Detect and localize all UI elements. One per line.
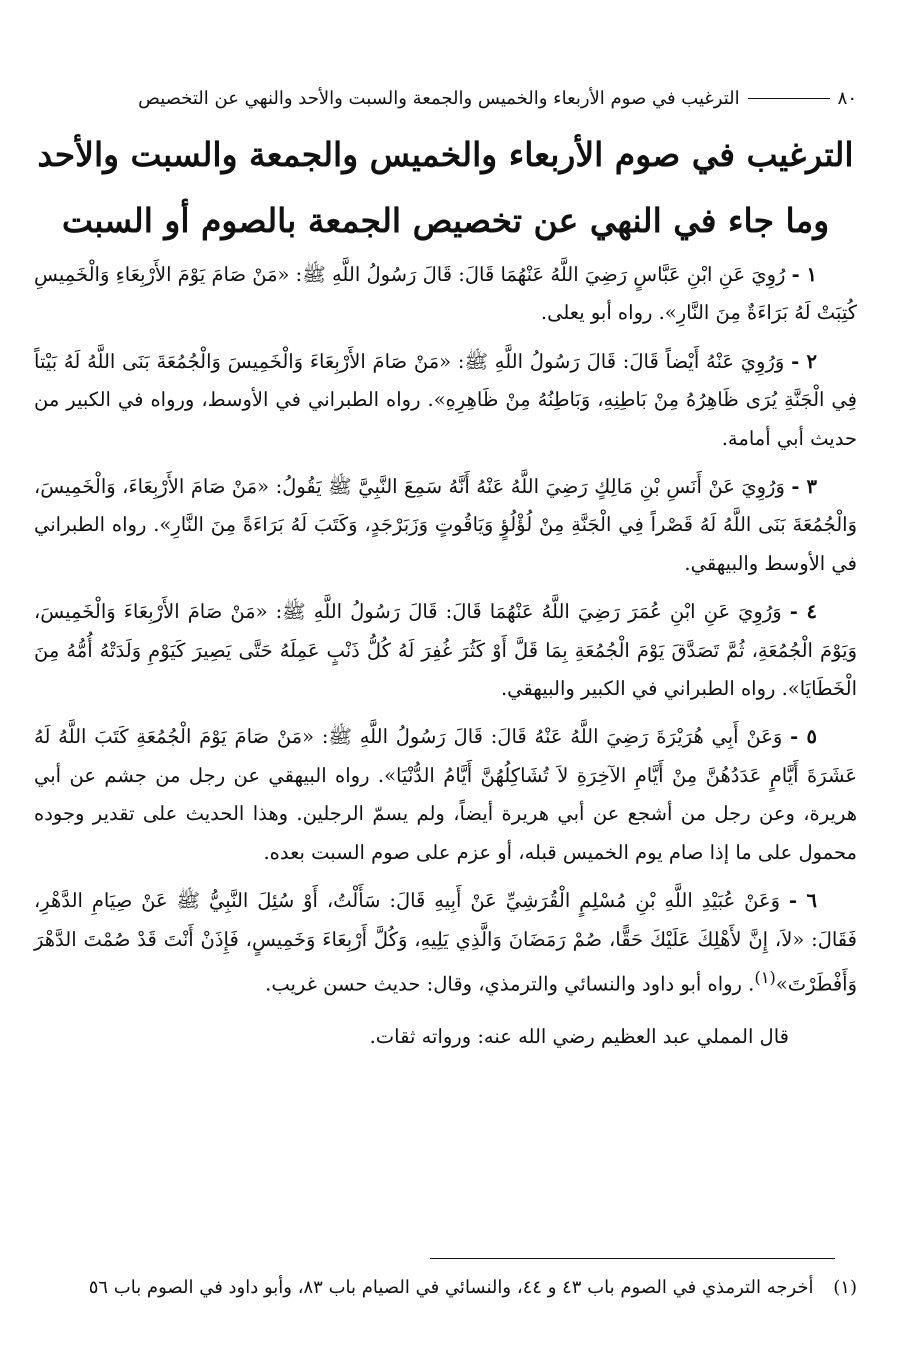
footnote-marker[interactable]: (١) [754,967,776,987]
running-header [34,84,857,112]
hadith-6 [34,882,857,1004]
chapter-title-line-1: الترغيب في صوم الأربعاء والخميس والجمعة والسبت والأحد [37,135,854,174]
hadith-text-continued: . رواه أبو داود والنسائي والترمذي، وقال: حديث حسن غريب. [265,972,755,996]
footnote-text: أخرجه الترمذي في الصوم باب ٤٣ و ٤٤، والنسائي في الصيام باب ٨٣، وأبو داود في الصوم باب ٥٦ [88,1277,814,1298]
running-title: الترغيب في صوم الأربعاء والخميس والجمعة والسبت والأحد والنهي عن التخصيص [138,87,740,109]
hadith-text: وَرُوِيَ عَنِ ابْنِ عُمَرَ رَضِيَ اللَّهُ عَنْهُمَا قَالَ: قَالَ رَسُولُ اللَّهِ ﷺ: «مَنْ صَامَ الأَرْبِعَاءَ وَالْخَمِيسَ، وَيَوْمَ الْجُمُعَةِ، ثُمَّ تَصَدَّقَ يَوْمَ الْجُمُعَةِ بِمَا قَلَّ أَوْ كَثُرَ غُفِرَ لَهُ كُلُّ ذَنْبٍ عَمِلَهُ حَتَّى يَصِيرَ كَيَوْمِ وَلَدَتْهُ أُمُّهُ مِنَ الْخَطَايَا». رواه الطبراني في الكبير والبيهقي. [34,600,857,701]
hadith-number: ٦ - [788,889,817,913]
hadith-3 [34,468,857,583]
closing-remark: قال المملي عبد العظيم رضي الله عنه: ورواته ثقات. [369,1024,789,1048]
hadith-number: ٢ - [791,349,818,373]
chapter-title-line-2: وما جاء في النهي عن تخصيص الجمعة بالصوم أو السبت [61,201,830,240]
hadith-number: ٤ - [789,600,817,624]
hadith-2 [34,343,857,458]
body-text [34,256,857,1056]
hadith-number: ١ - [791,263,817,286]
header-rule [748,98,830,99]
hadith-text: وَعَنْ عُبَيْدِ اللَّهِ بْنِ مُسْلِمٍ الْقُرَشِيِّ عَنْ أَبِيهِ قَالَ: سَأَلْتُ، أَوْ سُئِلَ النَّبِيُّ ﷺ عَنْ صِيَامِ الدَّهْرِ، فَقَالَ: «لاَ، إِنَّ لأَهْلِكَ عَلَيْكَ حَقًّا، صُمْ رَمَضَانَ وَالَّذِي يَلِيهِ، وَكُلَّ أَرْبِعَاءَ وَخَمِيسٍ، فَإِذَنْ أَنْتَ قَدْ صُمْتَ الدَّهْرَ وَأَفْطَرْتَ» [34,889,857,996]
hadith-4 [34,593,857,708]
hadith-number: ٣ - [791,475,817,499]
hadith-5 [34,718,857,872]
hadith-number: ٥ - [790,725,818,749]
hadith-text: رُوِيَ عَنِ ابْنِ عَبَّاسٍ رَضِيَ اللَّهُ عَنْهُمَا قَالَ: قَالَ رَسُولُ اللَّهِ ﷺ: «مَنْ صَامَ يَوْمَ الأَرْبِعَاءِ وَالْخَمِيسِ كُتِبَتْ لَهُ بَرَاءَةٌ مِنَ النَّارِ». رواه أبو يعلى. [34,263,857,325]
page-number: ٨٠ [837,87,857,109]
hadith-text: وَرُوِيَ عَنْ أَنَسِ بْنِ مَالِكٍ رَضِيَ اللَّهُ عَنْهُ أَنَّهُ سَمِعَ النَّبِيَّ ﷺ يَقُولُ: «مَنْ صَامَ الأَرْبِعَاءَ، وَالْخَمِيسَ، وَالْجُمُعَةَ بَنَى اللَّهُ لَهُ قَصْراً فِي الْجَنَّةِ مِنْ لُؤْلُؤٍ وَيَاقُوتٍ وَزَبَرْجَدٍ، وَكَتَبَ لَهُ بَرَاءَةً مِنَ النَّارِ». رواه الطبراني في الأوسط والبيهقي. [34,475,857,575]
hadith-text: وَرُوِيَ عَنْهُ أَيْضاً قَالَ: قَالَ رَسُولُ اللَّهِ ﷺ: «مَنْ صَامَ الأَرْبِعَاءَ وَالْخَمِيسَ وَالْجُمُعَةَ بَنَى اللَّهُ لَهُ بَيْتاً فِي الْجَنَّةِ يُرَى ظَاهِرُهُ مِنْ بَاطِنِهِ، وَبَاطِنُهُ مِنْ ظَاهِرِهِ». رواه الطبراني في الأوسط، ورواه في الكبير من حديث أبي أمامة. [34,349,857,450]
hadith-1 [34,256,857,333]
footnote [34,1268,857,1308]
footnote-rule [430,1258,835,1259]
footnote-number: (١) [833,1277,857,1298]
chapter-title [34,122,857,254]
hadith-text: وَعَنْ أَبِي هُرَيْرَةَ رَضِيَ اللَّهُ عَنْهُ قَالَ: قَالَ رَسُولُ اللَّهِ ﷺ: «مَنْ صَامَ يَوْمَ الْجُمُعَةِ كَتَبَ اللَّهُ لَهُ عَشَرَةَ أَيَّامٍ عَدَدُهُنَّ مِنْ أَيَّامِ الآخِرَةِ لاَ تُشَاكِلُهُنَّ أَيَّامُ الدُّنْيَا». رواه البيهقي عن رجل من جشم عن أبي هريرة، وعن رجل من أشجع عن أبي هريرة أيضاً، ولم يسمّ الرجلين. وهذا الحديث على تقدير وجوده محمول على ما إذا صام يوم الخميس قبله، أو عزم على صوم السبت بعده. [34,725,857,864]
